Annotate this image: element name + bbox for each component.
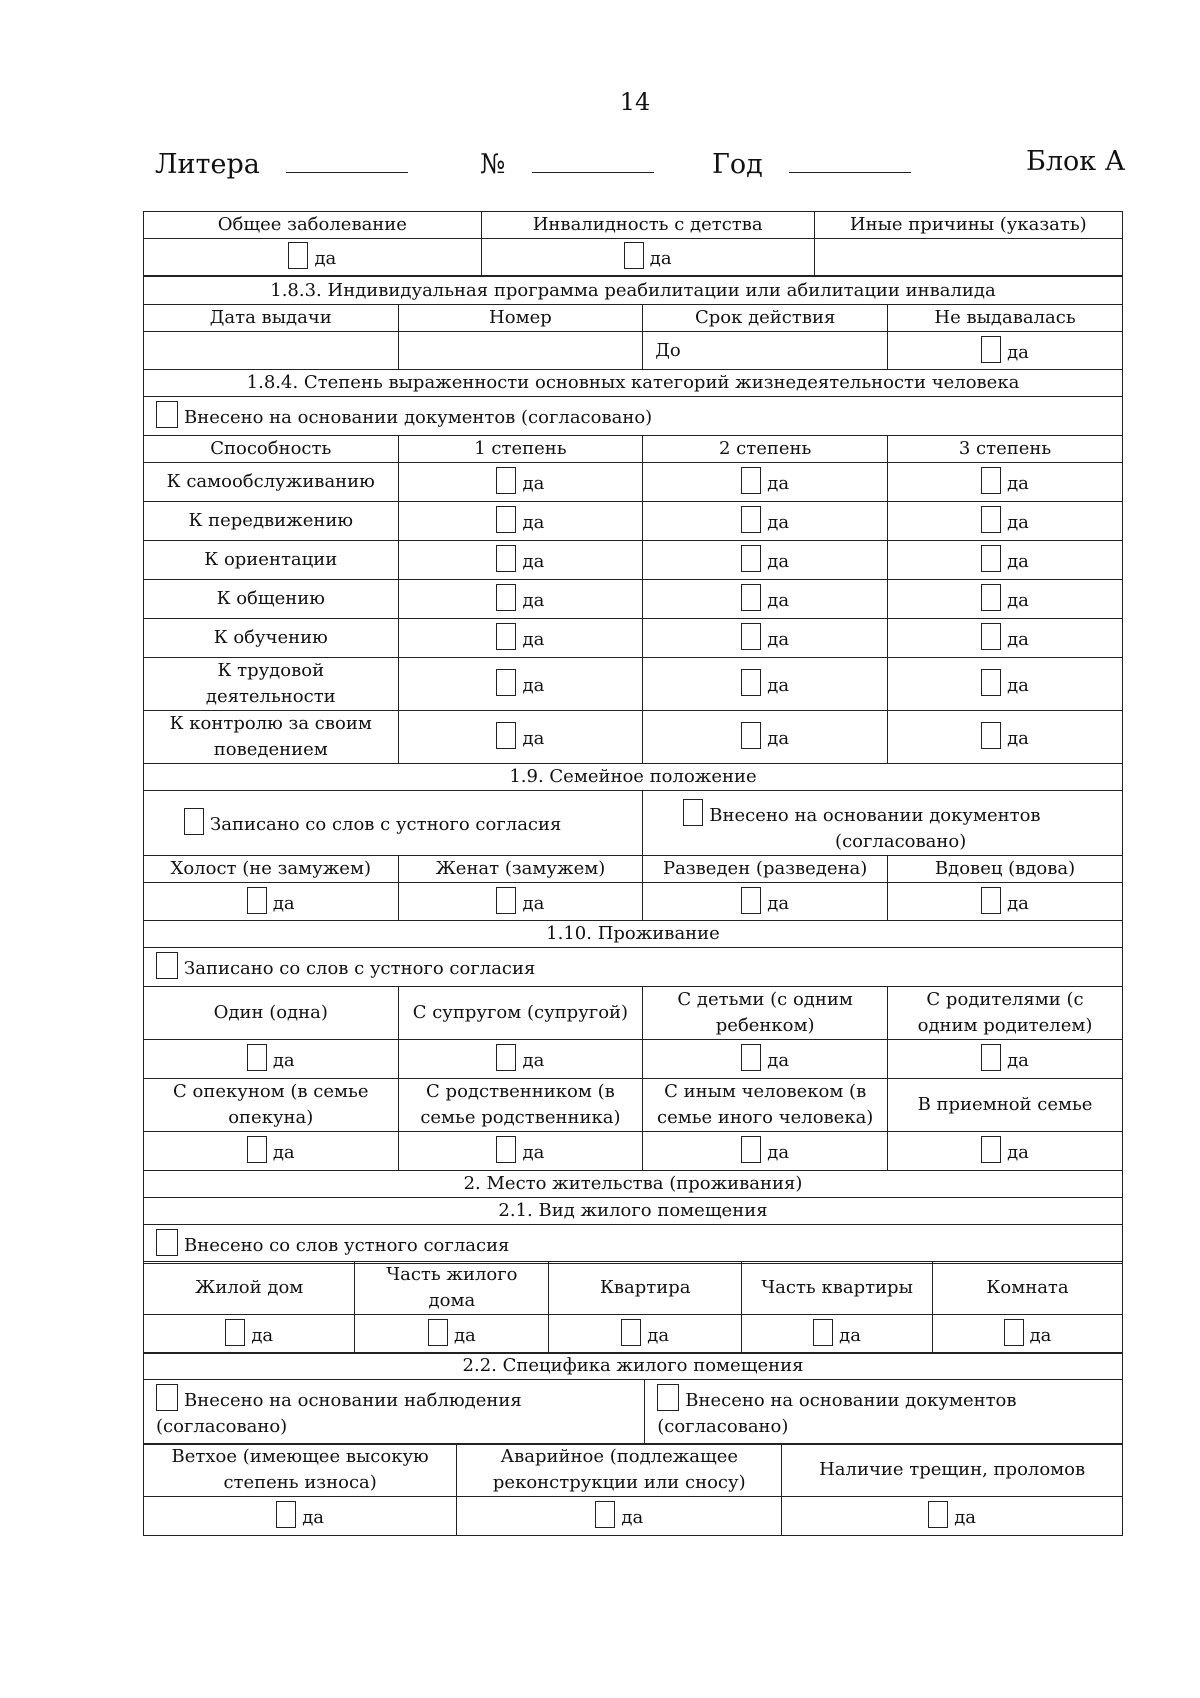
cell-not-issued <box>888 332 1123 370</box>
living-basis <box>144 948 1123 987</box>
yes-label: да <box>649 248 672 269</box>
yes-label: да <box>522 892 545 914</box>
cell-married <box>398 883 643 921</box>
ipra-table <box>143 276 1123 1264</box>
housing-type-title: 2.1. Вид жилого помещения <box>144 1198 1123 1225</box>
cell-degree-1 <box>398 580 643 619</box>
year-label-text: Год <box>712 149 763 180</box>
number-label-text: № <box>480 149 506 180</box>
cell-with-children <box>643 1040 888 1079</box>
cell-degree-2 <box>643 541 888 580</box>
header-with-other-person <box>643 1079 888 1132</box>
yes-label: да <box>1007 341 1029 363</box>
header-emergency-line-1: Аварийное (подлежащее <box>500 1446 739 1467</box>
cell-alone <box>144 1040 399 1079</box>
table-row <box>144 619 1123 658</box>
ability-label <box>144 658 399 711</box>
checkbox-degree-3[interactable] <box>981 722 1001 749</box>
checkbox-marital-basis-docs[interactable] <box>683 799 703 826</box>
housing-specifics-title: 2.2. Специфика жилого помещения <box>144 1353 1123 1380</box>
cell-degree-2 <box>643 711 888 764</box>
header-emergency-line-2: реконструкции или сносу) <box>492 1472 746 1493</box>
checkbox-room[interactable] <box>1004 1319 1024 1346</box>
cell-with-spouse <box>398 1040 643 1079</box>
ability-label-line-1: К контролю за своим <box>169 713 372 734</box>
header-with-parents <box>888 987 1123 1040</box>
header-room: Комната <box>933 1262 1123 1315</box>
checkbox-degree-1[interactable] <box>496 506 516 533</box>
header-with-relative <box>398 1079 643 1132</box>
yes-label: да <box>522 551 545 572</box>
yes-label: да <box>767 1142 790 1163</box>
yes-label: да <box>1007 551 1029 572</box>
block-label: Блок А <box>1026 146 1126 177</box>
yes-label: да <box>767 892 790 914</box>
yes-label: да <box>522 473 545 494</box>
checkbox-degree-1[interactable] <box>496 467 516 494</box>
header-married: Женат (замужем) <box>398 856 643 883</box>
yes-label: да <box>1007 473 1029 494</box>
checkbox-with-spouse[interactable] <box>496 1044 516 1071</box>
header-with-relative-line-1: С родственником (в <box>426 1081 615 1102</box>
header-general-disease: Общее заболевание <box>144 212 482 239</box>
cell-part-of-house <box>355 1315 549 1354</box>
litera-label <box>155 146 408 180</box>
cell-degree-1 <box>398 541 643 580</box>
yes-label: да <box>1007 512 1029 533</box>
checkbox-degree-2[interactable] <box>741 584 761 611</box>
marital-basis-docs <box>643 791 1123 856</box>
housing-type-basis-text: Внесено со слов устного согласия <box>184 1235 510 1256</box>
yes-label: да <box>314 248 337 269</box>
ipra-number-field[interactable] <box>398 332 643 370</box>
checkbox-degree-2[interactable] <box>741 722 761 749</box>
header-degree-2: 2 степень <box>643 436 888 463</box>
yes-label: да <box>522 728 545 749</box>
marital-basis-docs-line-2: (согласовано) <box>835 831 967 852</box>
header-with-parents-line-2: одним родителем) <box>917 1015 1093 1036</box>
checkbox-married[interactable] <box>496 887 516 914</box>
checkbox-degree-1[interactable] <box>496 669 516 696</box>
header-degree-1: 1 степень <box>398 436 643 463</box>
living-title: 1.10. Проживание <box>144 921 1123 948</box>
table-row <box>144 711 1123 764</box>
cell-degree-2 <box>643 502 888 541</box>
header-dilapidated-line-2: степень износа) <box>223 1472 377 1493</box>
litera-label-text: Литера <box>155 149 260 180</box>
yes-label: да <box>522 1050 545 1071</box>
cell-cracks <box>782 1497 1123 1536</box>
ability-label: К передвижению <box>144 502 399 541</box>
checkbox-divorced[interactable] <box>741 887 761 914</box>
checkbox-apartment[interactable] <box>621 1319 641 1346</box>
header-with-guardian-line-1: С опекуном (в семье <box>173 1081 369 1102</box>
housing-basis-docs-line-1: Внесено на основании документов <box>685 1390 1017 1411</box>
checkbox-degree-3[interactable] <box>981 669 1001 696</box>
number-field[interactable] <box>532 146 654 173</box>
checkbox-widowed[interactable] <box>981 887 1001 914</box>
cell-general-disease <box>144 239 482 276</box>
header-part-of-house-line-1: Часть жилого <box>386 1264 518 1285</box>
checkbox-with-relative[interactable] <box>496 1136 516 1163</box>
checkbox-marital-basis-oral[interactable] <box>184 808 204 835</box>
life-activity-basis <box>144 397 1123 436</box>
yes-label: да <box>453 1325 476 1346</box>
header-with-children-line-1: С детьми (с одним <box>677 989 853 1010</box>
checkbox-degree-2[interactable] <box>741 467 761 494</box>
checkbox-childhood-disability[interactable] <box>624 242 644 269</box>
cell-degree-3 <box>888 502 1123 541</box>
housing-basis-observation-line-2: (согласовано) <box>156 1416 288 1437</box>
checkbox-general-disease[interactable] <box>288 242 308 269</box>
yes-label: да <box>1007 892 1029 914</box>
cell-with-parents <box>888 1040 1123 1079</box>
header-single: Холост (не замужем) <box>144 856 399 883</box>
header-with-relative-line-2: семье родственника) <box>420 1107 621 1128</box>
housing-basis-docs <box>645 1380 1123 1445</box>
cell-degree-3 <box>888 711 1123 764</box>
cell-emergency <box>457 1497 782 1536</box>
cell-apartment <box>549 1315 742 1354</box>
header-childhood-disability: Инвалидность с детства <box>481 212 814 239</box>
yes-label: да <box>767 629 790 650</box>
yes-label: да <box>302 1507 325 1528</box>
yes-label: да <box>522 629 545 650</box>
validity-field[interactable] <box>643 332 888 370</box>
housing-type-basis <box>144 1225 1123 1264</box>
residence-title: 2. Место жительства (проживания) <box>144 1171 1123 1198</box>
header-degree-3: 3 степень <box>888 436 1123 463</box>
cell-room <box>933 1315 1123 1354</box>
table-row <box>144 463 1123 502</box>
ability-label-line-2: деятельности <box>205 686 336 707</box>
cell-degree-2 <box>643 658 888 711</box>
cell-house <box>144 1315 355 1354</box>
header-with-guardian <box>144 1079 399 1132</box>
yes-label: да <box>1007 629 1029 650</box>
header-not-issued: Не выдавалась <box>888 305 1123 332</box>
cell-degree-1 <box>398 658 643 711</box>
cell-degree-3 <box>888 658 1123 711</box>
header-with-other-person-line-2: семье иного человека) <box>656 1107 874 1128</box>
yes-label: да <box>251 1325 274 1346</box>
header-alone: Один (одна) <box>144 987 399 1040</box>
checkbox-with-guardian[interactable] <box>247 1136 267 1163</box>
yes-label: да <box>522 590 545 611</box>
yes-label: да <box>621 1507 644 1528</box>
cell-degree-3 <box>888 619 1123 658</box>
checkbox-degree-1[interactable] <box>496 545 516 572</box>
yes-label: да <box>522 675 545 696</box>
yes-label: да <box>1007 590 1029 611</box>
checkbox-degree-1[interactable] <box>496 584 516 611</box>
cell-with-relative <box>398 1132 643 1171</box>
yes-label: да <box>767 473 790 494</box>
cell-foster-family <box>888 1132 1123 1171</box>
cell-with-guardian <box>144 1132 399 1171</box>
checkbox-foster-family[interactable] <box>981 1136 1001 1163</box>
cell-degree-3 <box>888 580 1123 619</box>
checkbox-part-of-apartment[interactable] <box>813 1319 833 1346</box>
checkbox-part-of-house[interactable] <box>428 1319 448 1346</box>
yes-label: да <box>1007 1050 1029 1071</box>
checkbox-cracks[interactable] <box>928 1501 948 1528</box>
cell-degree-1 <box>398 463 643 502</box>
cell-with-other-person <box>643 1132 888 1171</box>
yes-label: да <box>767 728 790 749</box>
header-part-of-house <box>355 1262 549 1315</box>
housing-basis-docs-line-2: (согласовано) <box>657 1416 789 1437</box>
header-with-guardian-line-2: опекуна) <box>228 1107 314 1128</box>
cell-dilapidated <box>144 1497 457 1536</box>
marital-basis-docs-line-1: Внесено на основании документов <box>709 805 1041 826</box>
header-house: Жилой дом <box>144 1262 355 1315</box>
ability-label-line-2: поведением <box>213 739 328 760</box>
checkbox-emergency[interactable] <box>595 1501 615 1528</box>
life-activity-title: 1.8.4. Степень выраженности основных категорий жизнедеятельности человека <box>144 370 1123 397</box>
yes-label: да <box>522 512 545 533</box>
year-label <box>712 146 911 180</box>
checkbox-degree-1[interactable] <box>496 623 516 650</box>
checkbox-living-basis[interactable] <box>156 952 178 979</box>
header-with-children-line-2: ребенком) <box>715 1015 815 1036</box>
cell-degree-3 <box>888 541 1123 580</box>
cell-degree-1 <box>398 619 643 658</box>
checkbox-dilapidated[interactable] <box>276 1501 296 1528</box>
header-part-of-apartment: Часть квартиры <box>742 1262 933 1315</box>
cell-widowed <box>888 883 1123 921</box>
yes-label: да <box>767 590 790 611</box>
yes-label: да <box>1007 728 1029 749</box>
year-field[interactable] <box>789 146 911 173</box>
yes-label: да <box>839 1325 861 1346</box>
cell-degree-3 <box>888 463 1123 502</box>
ability-label-line-1: К трудовой <box>217 660 325 681</box>
table-row <box>144 502 1123 541</box>
yes-label: да <box>272 892 295 914</box>
checkbox-house[interactable] <box>225 1319 245 1346</box>
checkbox-alone[interactable] <box>247 1044 267 1071</box>
yes-label: да <box>767 551 790 572</box>
ability-label <box>144 711 399 764</box>
yes-label: да <box>1007 675 1029 696</box>
checkbox-life-activity-basis[interactable] <box>156 401 178 428</box>
yes-label: да <box>767 675 790 696</box>
checkbox-with-children[interactable] <box>741 1044 761 1071</box>
header-divorced: Разведен (разведена) <box>643 856 888 883</box>
yes-label: да <box>272 1142 295 1163</box>
header-foster-family: В приемной семье <box>888 1079 1123 1132</box>
header-ability: Способность <box>144 436 399 463</box>
yes-label: да <box>767 1050 790 1071</box>
checkbox-housing-type-basis[interactable] <box>156 1229 178 1256</box>
yes-label: да <box>647 1325 670 1346</box>
page-number: 14 <box>619 88 651 116</box>
checkbox-degree-3[interactable] <box>981 467 1001 494</box>
header-with-parents-line-1: С родителями (с <box>926 989 1084 1010</box>
header-with-children <box>643 987 888 1040</box>
header-issue-date: Дата выдачи <box>144 305 399 332</box>
header-other-reasons: Иные причины (указать) <box>814 212 1122 239</box>
checkbox-degree-2[interactable] <box>741 669 761 696</box>
marital-basis-oral-text: Записано со слов с устного согласия <box>210 814 562 835</box>
disability-ipra-table <box>143 211 1123 276</box>
cell-degree-1 <box>398 502 643 541</box>
checkbox-housing-basis-observation[interactable] <box>156 1384 178 1411</box>
header-apartment: Квартира <box>549 1262 742 1315</box>
checkbox-housing-basis-docs[interactable] <box>657 1384 679 1411</box>
header-dilapidated-line-1: Ветхое (имеющее высокую <box>171 1446 429 1467</box>
number-label <box>480 146 654 180</box>
cell-divorced <box>643 883 888 921</box>
header-ipra-number: Номер <box>398 305 643 332</box>
checkbox-with-other-person[interactable] <box>741 1136 761 1163</box>
yes-label: да <box>1007 1142 1029 1163</box>
yes-label: да <box>767 512 790 533</box>
header-with-other-person-line-1: С иным человеком (в <box>664 1081 867 1102</box>
header-validity: Срок действия <box>643 305 888 332</box>
header-with-spouse: С супругом (супругой) <box>398 987 643 1040</box>
table-row <box>144 580 1123 619</box>
cell-degree-1 <box>398 711 643 764</box>
housing-specifics-table <box>143 1443 1123 1536</box>
checkbox-with-parents[interactable] <box>981 1044 1001 1071</box>
ipra-title: 1.8.3. Индивидуальная программа реабилитации или абилитации инвалида <box>144 277 1123 305</box>
housing-type-table <box>143 1261 1123 1354</box>
other-reasons-field[interactable] <box>814 239 1122 276</box>
checkbox-degree-2[interactable] <box>741 623 761 650</box>
ability-label: К самообслуживанию <box>144 463 399 502</box>
ability-label: К обучению <box>144 619 399 658</box>
cell-part-of-apartment <box>742 1315 933 1354</box>
yes-label: да <box>1029 1325 1052 1346</box>
yes-label: да <box>272 1050 295 1071</box>
header-dilapidated <box>144 1444 457 1497</box>
checkbox-degree-3[interactable] <box>981 584 1001 611</box>
ability-label: К общению <box>144 580 399 619</box>
issue-date-field[interactable] <box>144 332 399 370</box>
yes-label: да <box>522 1142 545 1163</box>
housing-basis-observation-line-1: Внесено на основании наблюдения <box>184 1390 522 1411</box>
checkbox-degree-2[interactable] <box>741 545 761 572</box>
checkbox-single[interactable] <box>247 887 267 914</box>
cell-single <box>144 883 399 921</box>
checkbox-degree-3[interactable] <box>981 506 1001 533</box>
header-part-of-house-line-2: дома <box>428 1290 476 1311</box>
housing-specifics-title-table <box>143 1352 1123 1445</box>
cell-childhood-disability <box>481 239 814 276</box>
housing-basis-observation <box>144 1380 645 1445</box>
header-widowed: Вдовец (вдова) <box>888 856 1123 883</box>
litera-field[interactable] <box>286 146 408 173</box>
marital-basis-oral <box>144 791 643 856</box>
life-activity-basis-text: Внесено на основании документов (согласовано) <box>184 407 653 428</box>
validity-prefix: До <box>655 339 681 361</box>
checkbox-degree-3[interactable] <box>981 545 1001 572</box>
checkbox-degree-2[interactable] <box>741 506 761 533</box>
checkbox-degree-3[interactable] <box>981 623 1001 650</box>
checkbox-not-issued[interactable] <box>981 336 1001 363</box>
marital-title: 1.9. Семейное положение <box>144 764 1123 791</box>
cell-degree-2 <box>643 580 888 619</box>
cell-degree-2 <box>643 619 888 658</box>
header-cracks: Наличие трещин, проломов <box>782 1444 1123 1497</box>
yes-label: да <box>954 1507 977 1528</box>
table-row <box>144 658 1123 711</box>
header-emergency <box>457 1444 782 1497</box>
checkbox-degree-1[interactable] <box>496 722 516 749</box>
table-row <box>144 541 1123 580</box>
cell-degree-2 <box>643 463 888 502</box>
living-basis-text: Записано со слов с устного согласия <box>184 958 536 979</box>
ability-label: К ориентации <box>144 541 399 580</box>
